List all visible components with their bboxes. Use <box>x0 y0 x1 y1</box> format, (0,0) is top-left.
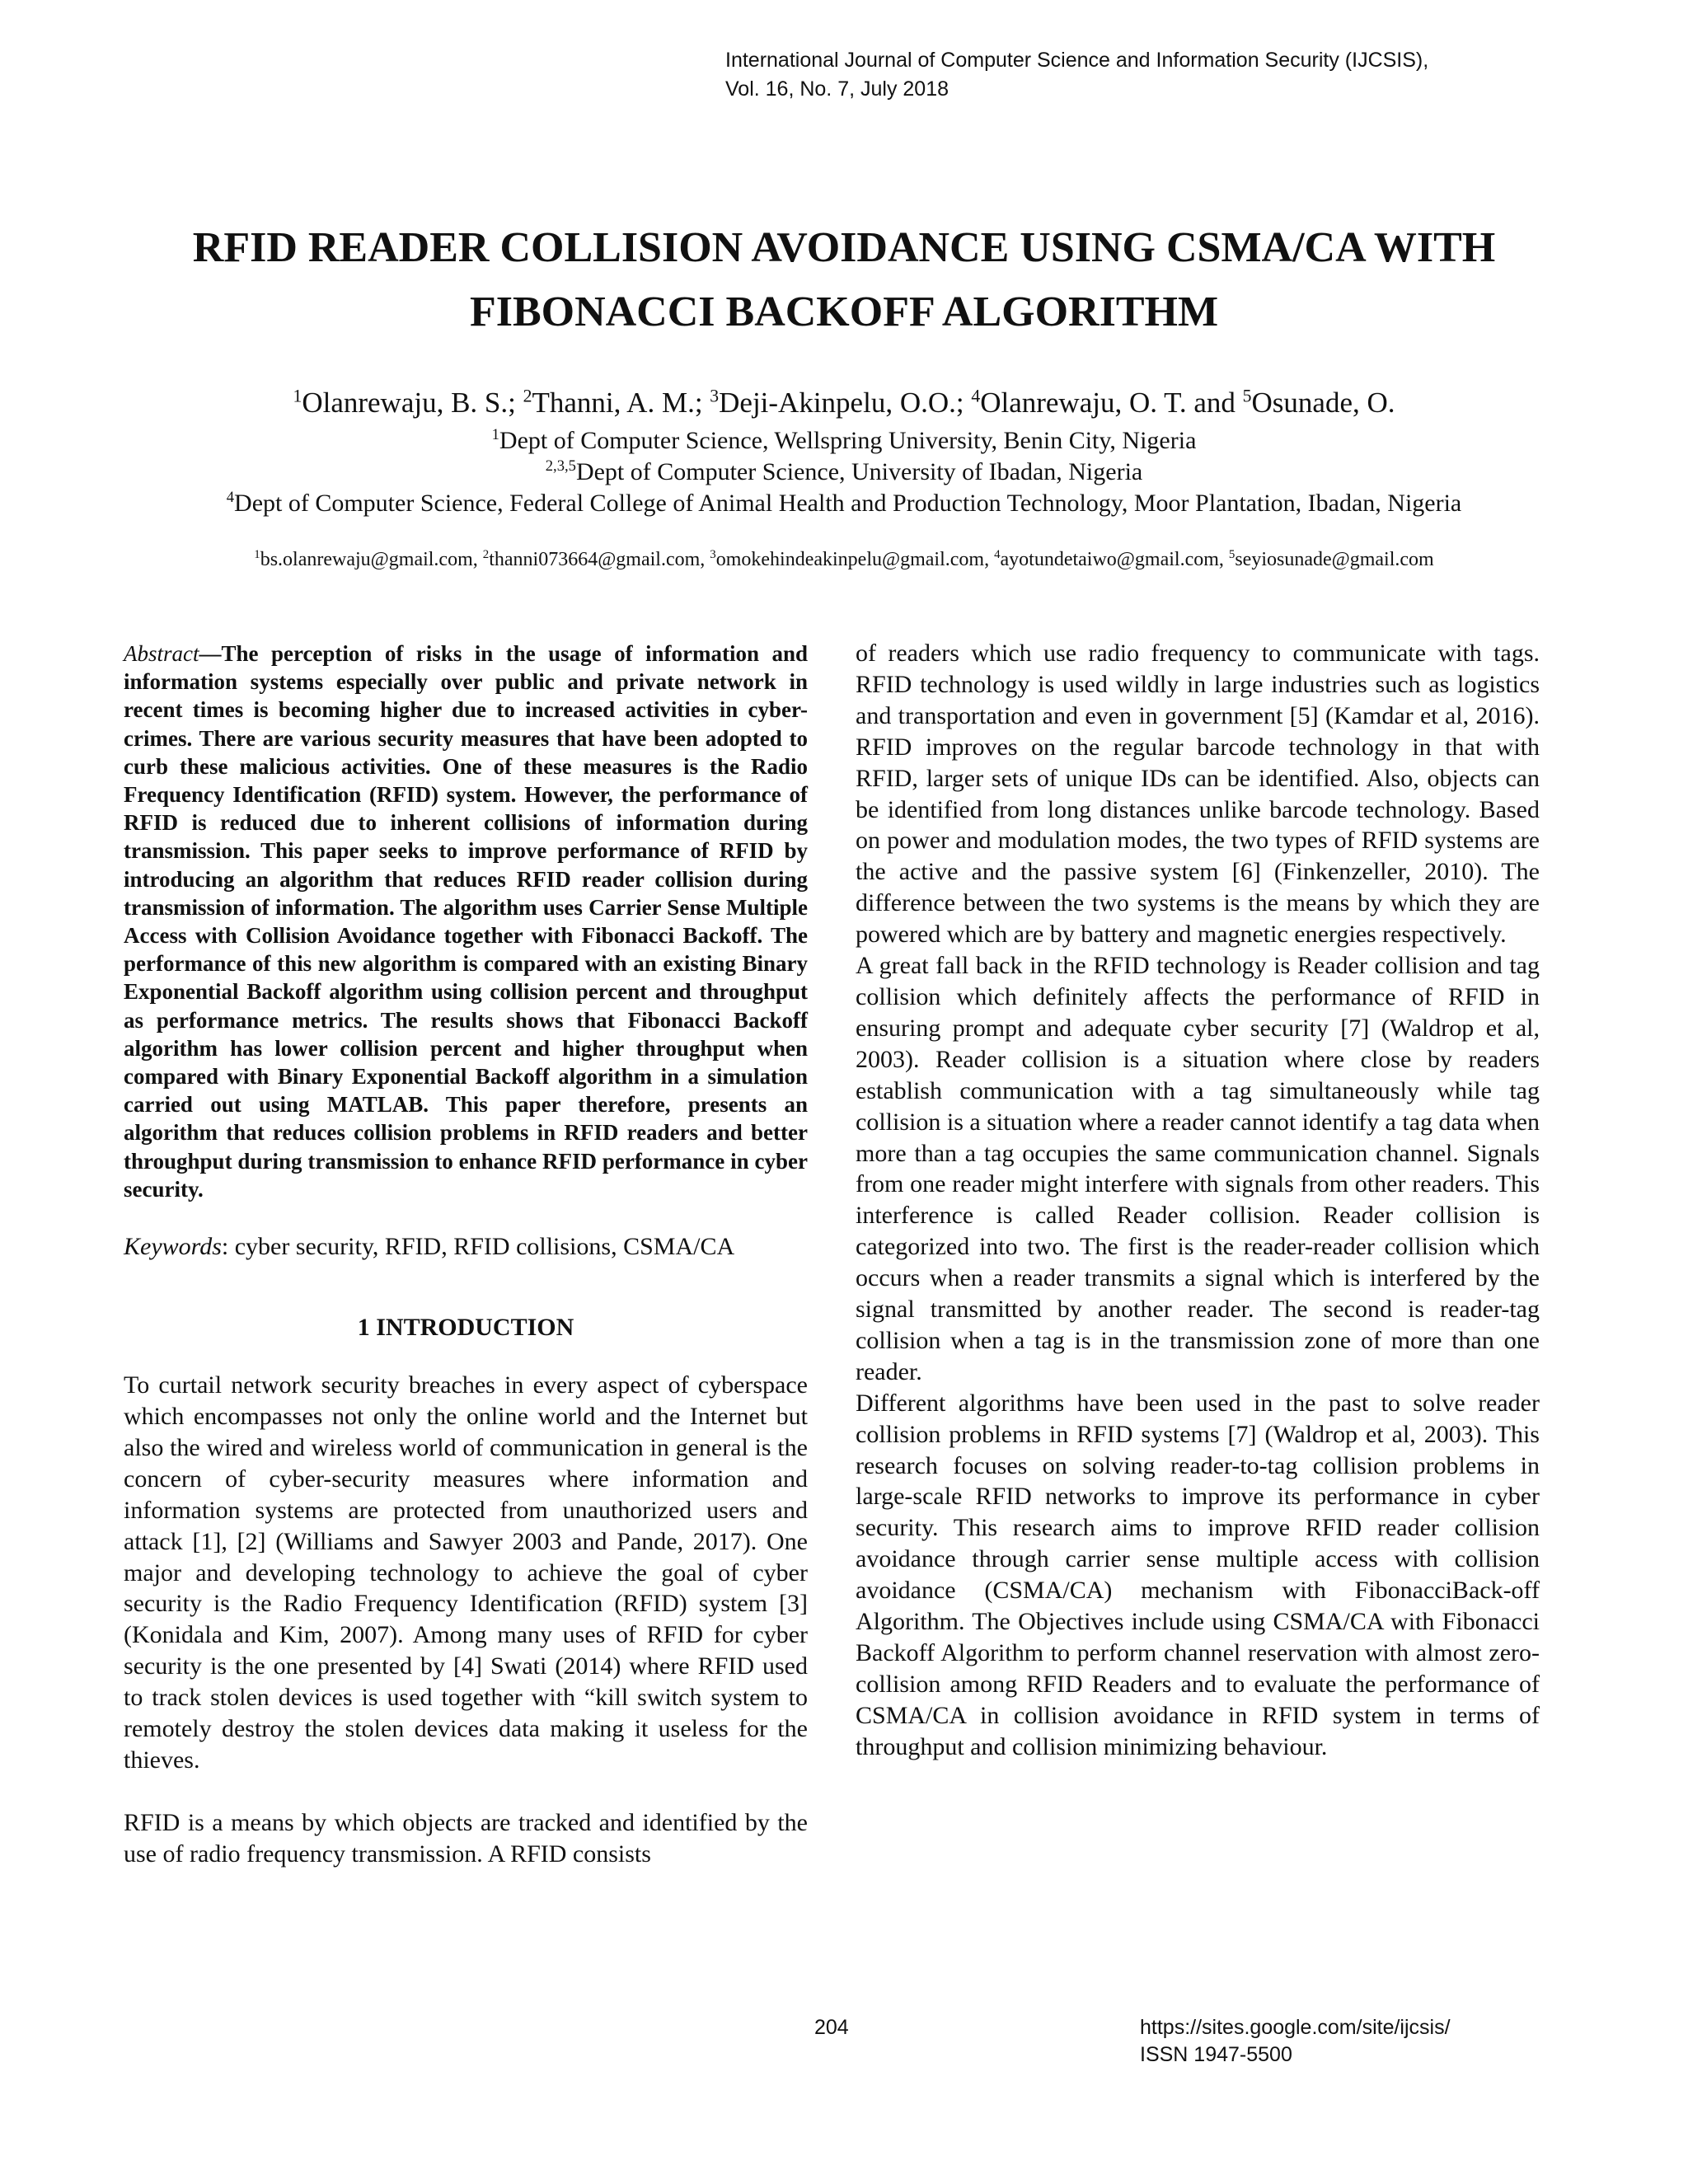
email: $^2$thanni073664@gmail.com, <box>482 548 710 570</box>
title-line: FIBONACCI BACKOFF ALGORITHM <box>469 288 1219 335</box>
footer-info <box>1140 2014 1451 2069</box>
body-paragraph: Different algorithms have been used in the past to solve reader collision problems in RFID systems [7] (Waldrop et al, 2003). This research focuses on solving reader-to-tag collision problems in large-scale RFID networks to improve its performance in cyber security. This research aims to improve RFID reader collision avoidance through carrier sense multiple access with collision avoidance (CSMA/CA) mechanism with FibonacciBack-off Algorithm. The Objectives include using CSMA/CA with Fibonacci Backoff Algorithm to perform channel reservation with almost zero-collision among RFID Readers and to evaluate the performance of CSMA/CA in collision avoidance in RFID system in terms of throughput and collision minimizing behaviour. <box>856 1389 1540 1760</box>
abstract-label: Abstract <box>124 641 199 666</box>
left-column <box>124 640 808 1870</box>
email: $^5$seyiosunade@gmail.com <box>1228 548 1434 570</box>
email: $^4$ayotundetaiwo@gmail.com, <box>994 548 1229 570</box>
author: $^4$Olanrewaju, O. T. and <box>971 386 1243 419</box>
page-number: 204 <box>814 2016 849 2039</box>
author-list <box>49 386 1639 420</box>
body-paragraph: of readers which use radio frequency to communicate with tags. RFID technology is used wildly in large industries such as logistics and transportation and even in government [5] (Kamdar et al, 2016). RFID improves on the regular barcode technology in that with RFID, larger sets of unique IDs can be identified. Also, objects can be identified from long distances unlike barcode technology. Based on power and modulation modes, the two types of RFID systems are the active and the passive system [6] (Finkenzeller, 2010). The difference between the two systems is the means by which they are powered which are by battery and magnetic energies respectively. <box>856 640 1540 949</box>
author: $^2$Thanni, A. M.; <box>523 386 710 419</box>
keywords-text: : cyber security, RFID, RFID collisions, CSMA/CA <box>221 1233 735 1261</box>
body-paragraph: A great fall back in the RFID technology is Reader collision and tag collision which definitely affects the performance of RFID in ensuring prompt and adequate cyber security [7] (Waldrop et al, 2003). Reader collision is a situation where close by readers establish communication with a tag simultaneously while tag collision is a situation where a reader cannot identify a tag data when more than a tag occupies the same communication channel. Signals from one reader might interfere with signals from other readers. This interference is called Reader collision. Reader collision is categorized into two. The first is the reader-reader collision which occurs when a reader transmits a signal which is interfered by the signal transmitted by another reader. The second is reader-tag collision when a tag is in the transmission zone of more than one reader. <box>856 952 1540 1385</box>
abstract: Abstract—The perception of risks in the usage of information and information systems especially over public and private network in recent times is becoming higher due to increased activities in cyber-crimes. There are various security measures that have been adopted to curb these malicious activities. One of these measures is the Radio Frequency Identification (RFID) system. However, the performance of RFID is reduced due to inherent collisions of information during transmission. This paper seeks to improve performance of RFID by introducing an algorithm that reduces RFID reader collision during transmission of information. The algorithm uses Carrier Sense Multiple Access with Collision Avoidance together with Fibonacci Backoff. The performance of this new algorithm is compared with an existing Binary Exponential Backoff algorithm using collision percent and throughput as performance metrics. The results shows that Fibonacci Backoff algorithm has lower collision percent and higher throughput when compared with Binary Exponential Backoff algorithm in a simulation carried out using MATLAB. This paper therefore, presents an algorithm that reduces collision problems in RFID readers and better throughput during transmission to enhance RFID performance in cyber security. <box>124 641 808 1202</box>
keywords-label: Keywords <box>124 1233 222 1261</box>
author: $^3$Deji-Akinpelu, O.O.; <box>710 386 972 419</box>
body-paragraph: To curtail network security breaches in every aspect of cyberspace which encompasses not only the online world and the Internet but also the wired and wireless world of communication in general is the concern of cyber-security measures where information and information systems are protected from unauthorized users and attack [1], [2] (Williams and Sawyer 2003 and Pande, 2017). One major and developing technology to achieve the goal of cyber security is the Radio Frequency Identification (RFID) system [3] (Konidala and Kim, 2007). Among many uses of RFID for cyber security is the one presented by [4] Swati (2014) where RFID used to track stolen devices is used together with “kill switch system to remotely destroy the stolen devices data making it useless for the thieves. <box>124 1371 808 1774</box>
body-paragraph: RFID is a means by which objects are tracked and identified by the use of radio frequency transmission. A RFID consists <box>124 1808 808 1868</box>
email-list <box>49 547 1639 572</box>
author: $^5$Osunade, O. <box>1242 386 1395 419</box>
journal-header <box>725 46 1428 104</box>
right-column <box>856 638 1540 1763</box>
abstract-body: The perception of risks in the usage of information and information systems especially over public and private network in recent times is becoming higher due to increased activities in cyber-crimes. There are various security measures that have been adopted to curb these malicious activities. One of these measures is the Radio Frequency Identification (RFID) system. However, the performance of RFID is reduced due to inherent collisions of information during transmission. This paper seeks to improve performance of RFID by introducing an algorithm that reduces RFID reader collision during transmission of information. The algorithm uses Carrier Sense Multiple Access with Collision Avoidance together with Fibonacci Backoff. The performance of this new algorithm is compared with an existing Binary Exponential Backoff algorithm using collision percent and throughput as performance metrics. The results shows that Fibonacci Backoff algorithm has lower collision percent and higher throughput when compared with Binary Exponential Backoff algorithm in a simulation carried out using MATLAB. This paper therefore, presents an algorithm that reduces collision problems in RFID readers and better throughput during transmission to enhance RFID performance in cyber security. <box>124 641 808 1202</box>
affiliation: $^1$Dept of Computer Science, Wellspring University, Benin City, Nigeria <box>491 426 1197 454</box>
affiliation-list <box>49 425 1639 519</box>
email: $^1$bs.olanrewaju@gmail.com, <box>254 548 483 570</box>
issn: ISSN 1947-5500 <box>1140 2043 1292 2066</box>
paper-title <box>82 216 1606 344</box>
section-heading: 1 INTRODUCTION <box>357 1314 574 1342</box>
affiliation: $^{2,3,5}$Dept of Computer Science, University of Ibadan, Nigeria <box>545 457 1143 485</box>
title-line: RFID READER COLLISION AVOIDANCE USING CSMA/CA WITH <box>192 224 1496 271</box>
author: $^1$Olanrewaju, B. S.; <box>293 386 523 419</box>
journal-url: https://sites.google.com/site/ijcsis/ <box>1140 2016 1451 2039</box>
email: $^3$omokehindeakinpelu@gmail.com, <box>710 548 995 570</box>
affiliation: $^4$Dept of Computer Science, Federal College of Animal Health and Production Technology, Moor Plantation, Ibadan, Nigeria <box>226 489 1462 517</box>
journal-volume: Vol. 16, No. 7, July 2018 <box>725 77 950 101</box>
journal-name: International Journal of Computer Science and Information Security (IJCSIS), <box>725 49 1429 72</box>
keywords <box>124 1231 808 1263</box>
